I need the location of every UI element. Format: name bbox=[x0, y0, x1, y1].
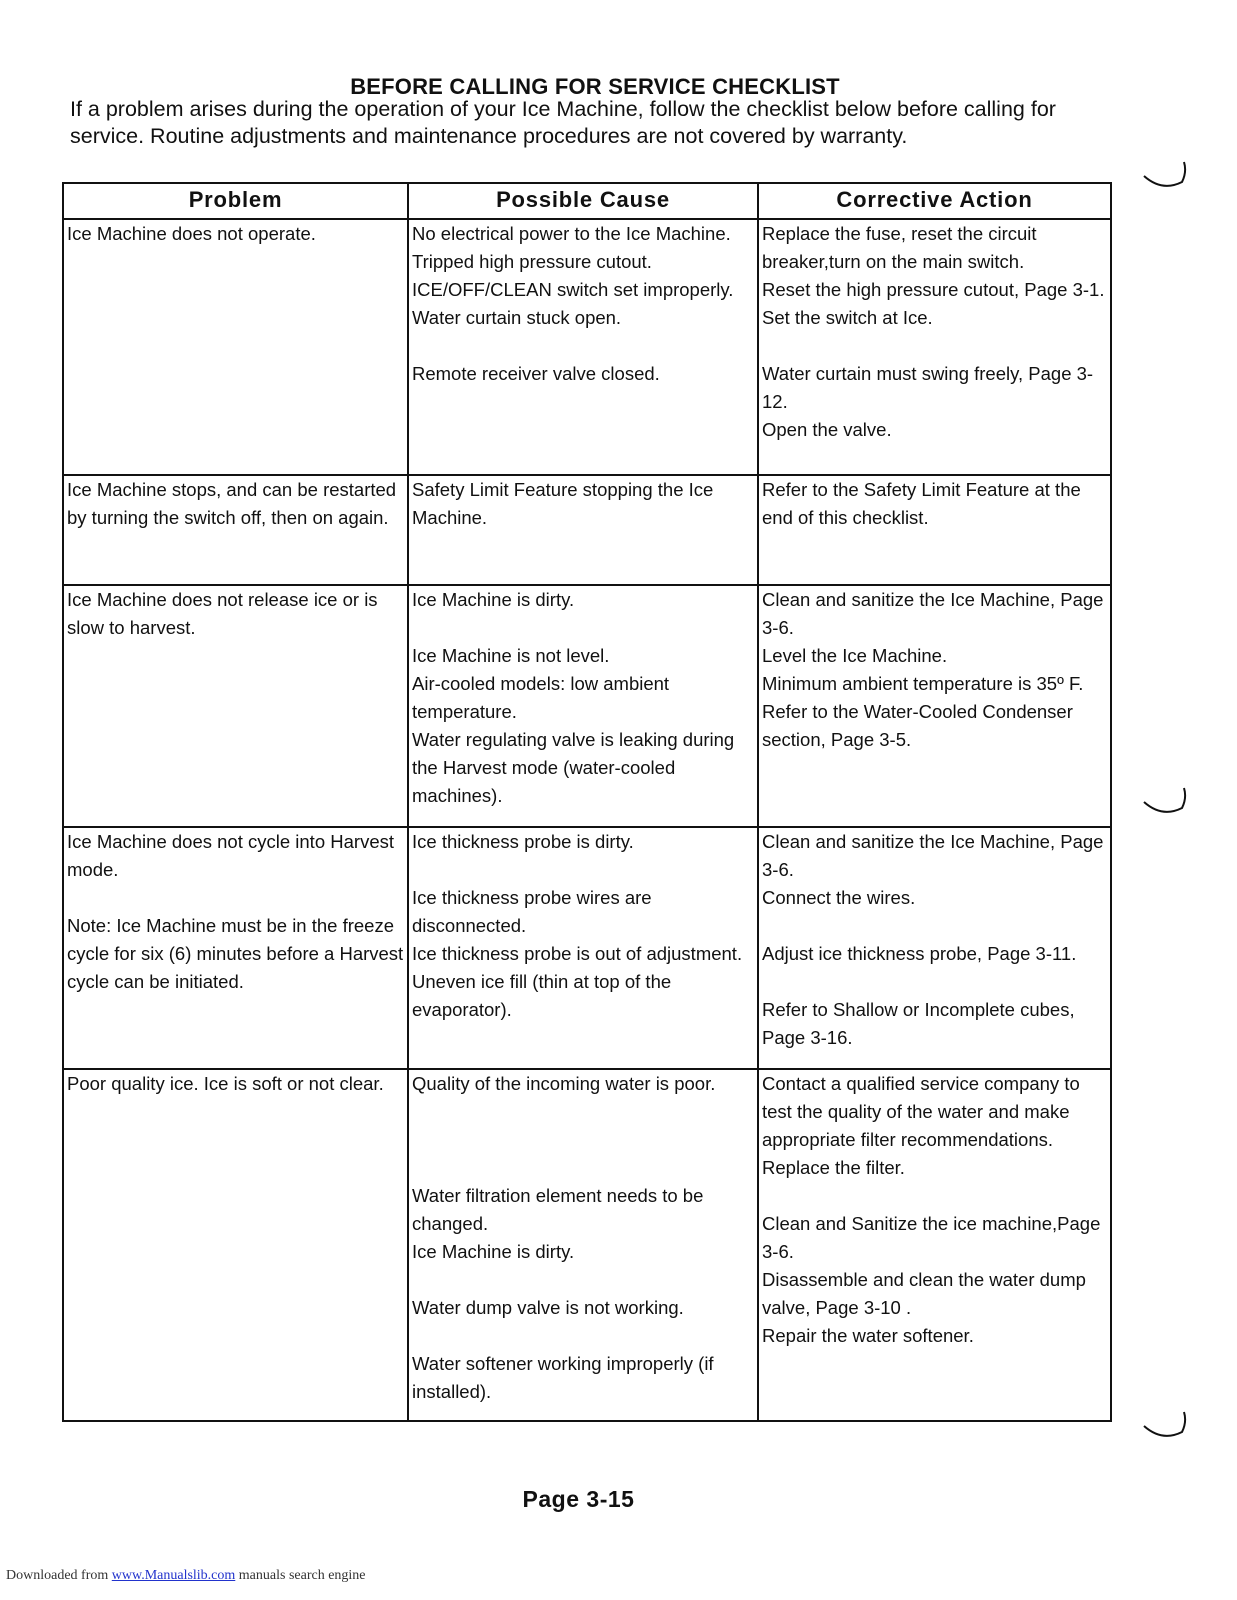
action-item: Minimum ambient temperature is 35º F. bbox=[762, 673, 1084, 694]
binder-hole-mark-icon bbox=[1142, 786, 1190, 818]
service-checklist-table bbox=[62, 182, 1112, 1422]
action-cell bbox=[758, 827, 1111, 1069]
intro-text: If a problem arises during the operation of your Ice Machine, follow the checklist below before calling for service. Routine adjustments and maintenance procedures are not covered by warranty. bbox=[70, 97, 1056, 148]
action-item: Water curtain must swing freely, Page 3-12. bbox=[762, 363, 1094, 412]
action-item: Level the Ice Machine. bbox=[762, 645, 948, 666]
action-item: Connect the wires. bbox=[762, 887, 916, 908]
cause-item: ICE/OFF/CLEAN switch set improperly. bbox=[412, 279, 734, 300]
problem-cell bbox=[63, 475, 408, 585]
page-number: Page 3-15 bbox=[522, 1486, 635, 1512]
cause-item: Water dump valve is not working. bbox=[412, 1297, 684, 1318]
binder-hole-mark-icon bbox=[1142, 1410, 1190, 1442]
intro-paragraph bbox=[70, 96, 1130, 150]
cause-item: Remote receiver valve closed. bbox=[412, 363, 660, 384]
action-item: Adjust ice thickness probe, Page 3-11. bbox=[762, 943, 1077, 964]
table-row bbox=[63, 219, 1111, 475]
table-row bbox=[63, 475, 1111, 585]
action-cell bbox=[758, 219, 1111, 475]
cause-item: Water softener working improperly (if installed). bbox=[412, 1353, 714, 1402]
problem-cell bbox=[63, 219, 408, 475]
action-item: Replace the filter. bbox=[762, 1157, 905, 1178]
problem-text: Ice Machine stops, and can be restarted by turning the switch off, then on again. bbox=[67, 479, 397, 528]
table-row bbox=[63, 585, 1111, 827]
action-item: Refer to the Water-Cooled Condenser section, Page 3-5. bbox=[762, 701, 1073, 750]
cause-item: Ice thickness probe is out of adjustment. bbox=[412, 943, 743, 964]
cause-item: Ice Machine is dirty. bbox=[412, 589, 575, 610]
cause-item: Safety Limit Feature stopping the Ice Machine. bbox=[412, 479, 714, 528]
footer-prefix: Downloaded from bbox=[6, 1568, 109, 1583]
action-item: Replace the fuse, reset the circuit breaker,turn on the main switch. bbox=[762, 223, 1037, 272]
cause-item: Tripped high pressure cutout. bbox=[412, 251, 652, 272]
action-item: Contact a qualified service company to test the quality of the water and make appropriate filter recommendations. bbox=[762, 1073, 1080, 1150]
action-item: Open the valve. bbox=[762, 419, 892, 440]
problem-text: Poor quality ice. Ice is soft or not clear. bbox=[67, 1073, 384, 1094]
cause-item: Uneven ice fill (thin at top of the evaporator). bbox=[412, 971, 672, 1020]
action-item: Clean and sanitize the Ice Machine, Page 3-6. bbox=[762, 589, 1104, 638]
action-cell bbox=[758, 475, 1111, 585]
table-header-row bbox=[63, 183, 1111, 219]
action-item: Refer to the Safety Limit Feature at the end of this checklist. bbox=[762, 479, 1081, 528]
cause-cell bbox=[408, 219, 758, 475]
cause-item: Quality of the incoming water is poor. bbox=[412, 1073, 716, 1094]
problem-cell bbox=[63, 827, 408, 1069]
cause-cell bbox=[408, 585, 758, 827]
cause-item: Water curtain stuck open. bbox=[412, 307, 622, 328]
action-item: Reset the high pressure cutout, Page 3-1. bbox=[762, 279, 1105, 300]
action-item: Clean and sanitize the Ice Machine, Page 3-6. bbox=[762, 831, 1104, 880]
page-title: BEFORE CALLING FOR SERVICE CHECKLIST bbox=[350, 74, 840, 99]
manualslib-link[interactable]: www.Manualslib.com bbox=[111, 1568, 236, 1583]
action-item: Repair the water softener. bbox=[762, 1325, 974, 1346]
cause-item: Ice thickness probe wires are disconnected. bbox=[412, 887, 652, 936]
header-possible-cause: Possible Cause bbox=[408, 183, 758, 219]
action-item: Clean and Sanitize the ice machine,Page 3-6. bbox=[762, 1213, 1101, 1262]
problem-cell bbox=[63, 585, 408, 827]
binder-hole-mark-icon bbox=[1142, 160, 1190, 192]
cause-item: No electrical power to the Ice Machine. bbox=[412, 223, 731, 244]
problem-text: Ice Machine does not release ice or is slow to harvest. bbox=[67, 589, 378, 638]
header-corrective-action: Corrective Action bbox=[758, 183, 1111, 219]
download-footer bbox=[6, 1568, 366, 1584]
problem-cell bbox=[63, 1069, 408, 1421]
action-item: Refer to Shallow or Incomplete cubes, Page 3-16. bbox=[762, 999, 1075, 1048]
cause-item: Air-cooled models: low ambient temperature. bbox=[412, 673, 670, 722]
problem-text: Ice Machine does not operate. bbox=[67, 223, 316, 244]
footer-suffix: manuals search engine bbox=[238, 1568, 366, 1583]
action-item: Disassemble and clean the water dump valve, Page 3-10 . bbox=[762, 1269, 1086, 1318]
cause-cell bbox=[408, 475, 758, 585]
cause-item: Ice thickness probe is dirty. bbox=[412, 831, 634, 852]
action-cell bbox=[758, 585, 1111, 827]
action-cell bbox=[758, 1069, 1111, 1421]
problem-text: Ice Machine does not cycle into Harvest mode. bbox=[67, 831, 394, 880]
problem-note: Note: Ice Machine must be in the freeze cycle for six (6) minutes before a Harvest cycle can be initiated. bbox=[67, 915, 404, 992]
table-row bbox=[63, 1069, 1111, 1421]
cause-cell bbox=[408, 827, 758, 1069]
cause-cell bbox=[408, 1069, 758, 1421]
table-row bbox=[63, 827, 1111, 1069]
cause-item: Water filtration element needs to be changed. bbox=[412, 1185, 704, 1234]
cause-item: Ice Machine is dirty. bbox=[412, 1241, 575, 1262]
header-problem: Problem bbox=[63, 183, 408, 219]
cause-item: Water regulating valve is leaking during the Harvest mode (water-cooled machines). bbox=[412, 729, 735, 806]
cause-item: Ice Machine is not level. bbox=[412, 645, 610, 666]
action-item: Set the switch at Ice. bbox=[762, 307, 933, 328]
